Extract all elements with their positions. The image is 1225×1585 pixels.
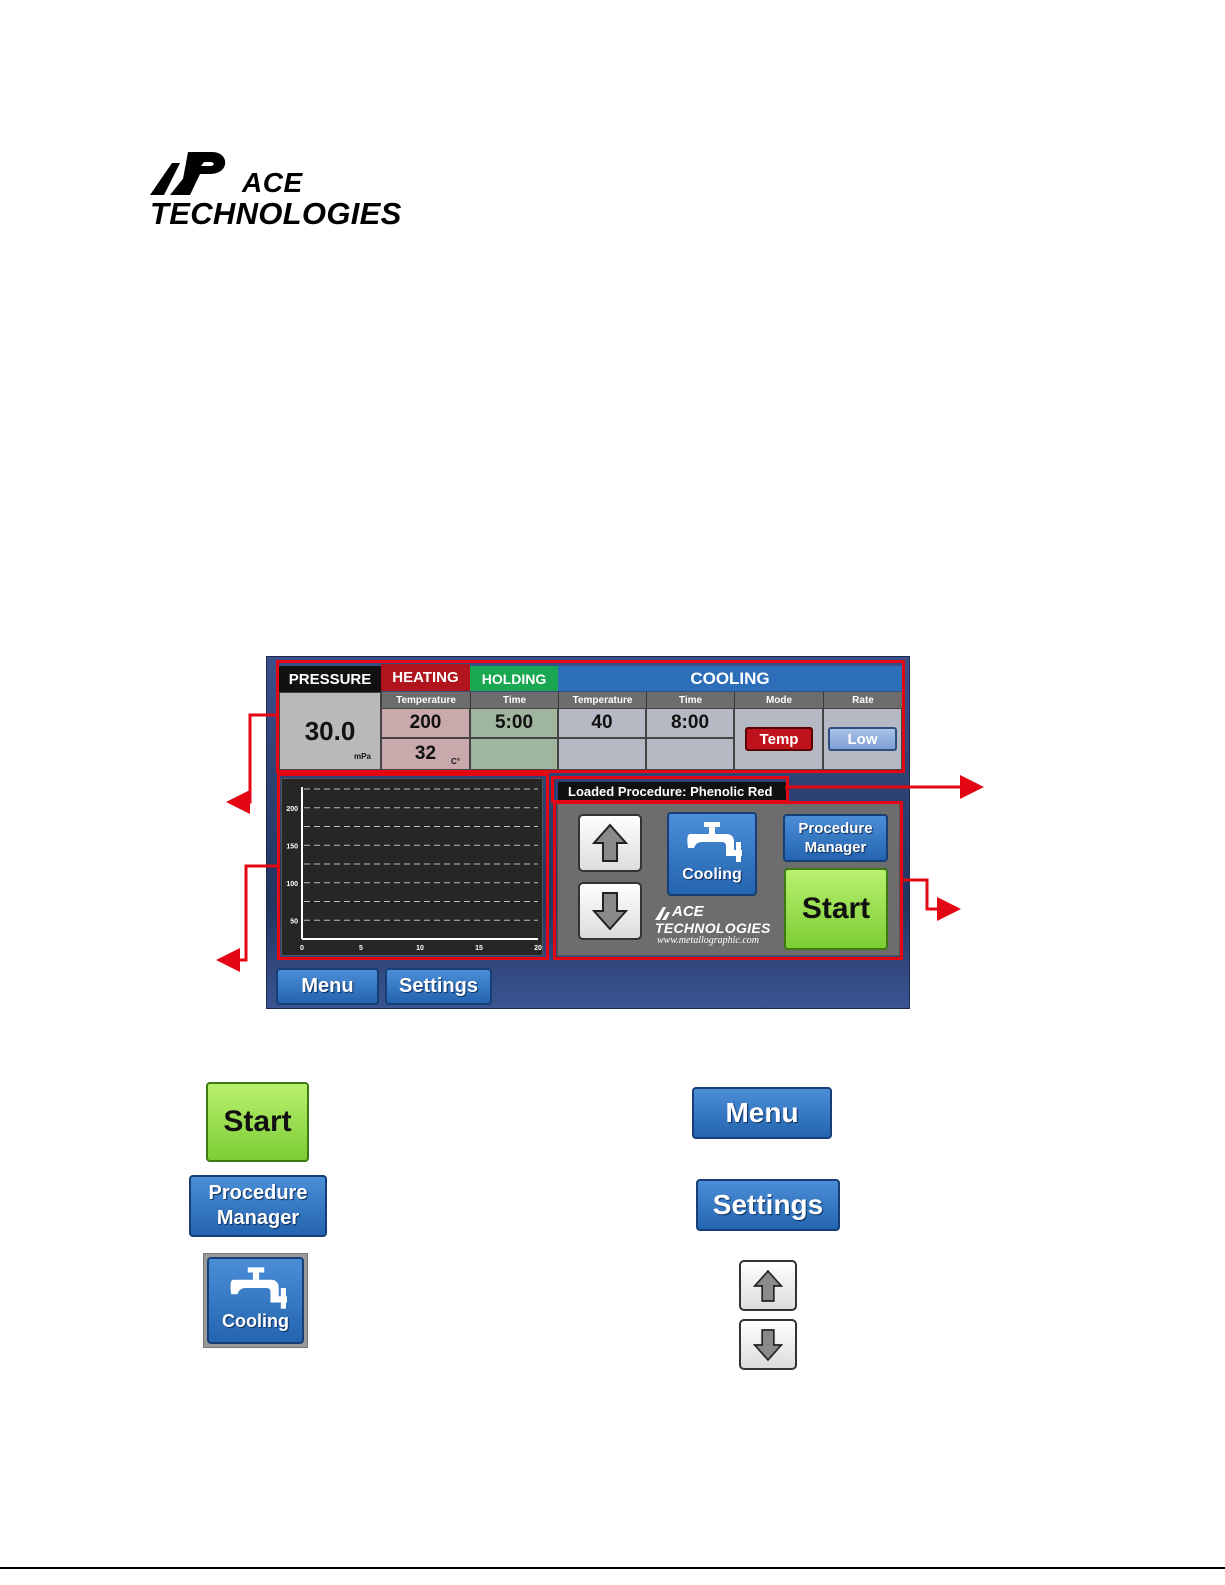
chart-y-tick-label: 50: [290, 918, 298, 926]
cooling-temperature-label: Temperature: [558, 692, 646, 708]
panel-logo-technologies: TECHNOLOGIES: [655, 920, 771, 936]
chart-y-tick-label: 150: [286, 843, 298, 851]
legend-cooling-button: [207, 1257, 304, 1344]
legend-menu-button: Menu: [692, 1087, 832, 1139]
chart-x-tick-label: 5: [359, 945, 363, 952]
cooling-temperature-value[interactable]: 40: [558, 708, 646, 738]
heating-temperature-label: Temperature: [381, 692, 470, 708]
settings-button[interactable]: Settings: [385, 968, 492, 1005]
logo-text-technologies: TECHNOLOGIES: [150, 196, 402, 231]
logo-text-ace: ACE: [242, 167, 303, 198]
holding-time-value[interactable]: 5:00: [470, 708, 558, 738]
chart-x-tick-label: 10: [416, 945, 424, 952]
legend-faucet-icon: [225, 1265, 287, 1309]
cooling-mode-temp-button[interactable]: Temp: [745, 727, 813, 751]
temperature-unit: C°: [451, 757, 460, 766]
heating-temperature-setpoint[interactable]: 200: [381, 708, 470, 738]
legend-procedure-manager-line2: Manager: [216, 1207, 300, 1229]
legend-procedure-manager-line1: Procedure: [208, 1182, 308, 1204]
cooling-header: COOLING: [558, 666, 902, 691]
legend-down-arrow-icon: [753, 1328, 783, 1362]
cooling-time-value[interactable]: 8:00: [646, 708, 734, 738]
panel-logo-ace: ACE: [672, 903, 704, 920]
holding-time-label: Time: [470, 692, 558, 708]
legend-settings-button: Settings: [696, 1179, 840, 1231]
cooling-rate-label: Rate: [823, 692, 902, 708]
pressure-value-text: 30.0: [304, 715, 356, 746]
chart-x-tick-label: 0: [300, 945, 304, 952]
legend-down-arrow-button: [739, 1319, 797, 1370]
pressure-header: PRESSURE: [279, 666, 381, 692]
panel-logo-url: www.metallographic.com: [657, 935, 760, 946]
start-button[interactable]: Start: [784, 868, 888, 950]
holding-header: HOLDING: [470, 666, 558, 691]
loaded-procedure-label: Loaded Procedure: Phenolic Red: [558, 782, 786, 800]
legend-up-arrow-button: [739, 1260, 797, 1311]
legend-procedure-manager-button: [189, 1175, 327, 1237]
procedure-manager-label-line2: Manager: [804, 839, 867, 856]
chart-y-tick-label: 100: [286, 880, 298, 888]
chart-y-tick-label: 200: [286, 805, 298, 813]
heating-temperature-actual: 32: [381, 738, 470, 770]
procedure-manager-label-line1: Procedure: [798, 820, 873, 837]
cooling-mode-label: Mode: [734, 692, 823, 708]
cooling-rate-low-button[interactable]: Low: [828, 727, 897, 751]
chart-x-tick-label: 15: [475, 945, 483, 952]
legend-cooling-label: Cooling: [222, 1311, 289, 1331]
footer-rule: [0, 1567, 1225, 1569]
legend-up-arrow-icon: [753, 1269, 783, 1303]
pressure-unit: mPa: [354, 752, 371, 761]
chart-x-tick-label: 20: [534, 945, 542, 952]
cooling-time-label: Time: [646, 692, 734, 708]
heating-header: HEATING: [381, 664, 470, 691]
cooling-button-label: Cooling: [682, 866, 742, 883]
legend-start-button: Start: [206, 1082, 309, 1162]
menu-button[interactable]: Menu: [276, 968, 379, 1005]
